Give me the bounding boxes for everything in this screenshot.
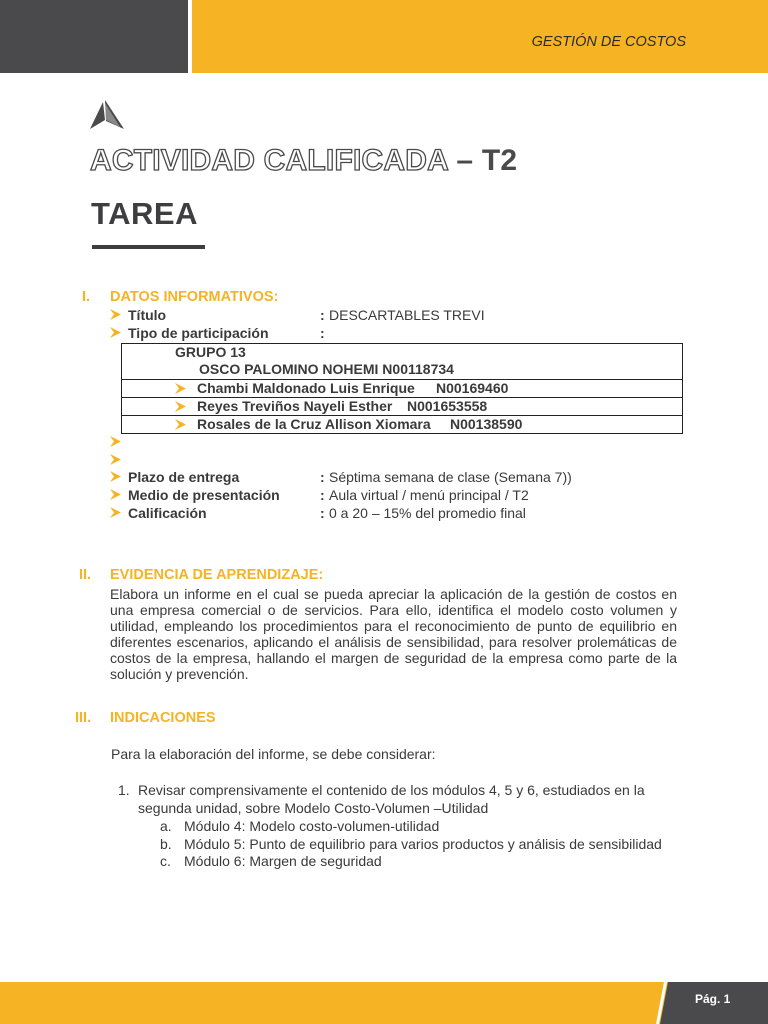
group-member-code: N00169460 [436, 380, 509, 396]
page-number: Pág. 1 [695, 992, 731, 1006]
title-underline [92, 245, 205, 249]
activity-title-dash: – [447, 144, 482, 177]
arrow-bullet-icon [110, 471, 121, 482]
medio-value: Aula virtual / menú principal / T2 [329, 487, 529, 503]
section3-intro: Para la elaboración del informe, se debe considerar: [111, 746, 436, 762]
group-member-name: Rosales de la Cruz Allison Xiomara [197, 416, 431, 432]
group-member-code: N00138590 [450, 416, 523, 432]
group-name: GRUPO 13 [175, 344, 246, 360]
arrow-bullet-icon [110, 507, 121, 518]
titulo-label: Título [128, 307, 167, 323]
activity-title [90, 144, 517, 178]
titulo-value: DESCARTABLES TREVI [329, 307, 485, 323]
activity-title-outlined: ACTIVIDAD CALIFICADA [90, 144, 448, 177]
titulo-colon: : [320, 307, 325, 323]
activity-subtitle: TAREA [91, 196, 198, 231]
list-item-text-continued: segunda unidad, sobre Modelo Costo-Volumen –Utilidad [138, 800, 489, 816]
calif-value: 0 a 20 – 15% del promedio final [329, 505, 526, 521]
header-course-title: GESTIÓN DE COSTOS [531, 34, 686, 50]
section1-number: I. [82, 289, 91, 305]
section2-number: II. [79, 567, 92, 583]
list-item-number: 1. [118, 782, 130, 798]
group-member-name: Reyes Treviños Nayeli Esther [197, 398, 393, 414]
section1-heading: DATOS INFORMATIVOS: [110, 289, 279, 305]
medio-colon: : [320, 487, 325, 503]
calif-colon: : [320, 505, 325, 521]
arrow-bullet-icon [110, 327, 121, 338]
tipo-colon: : [320, 325, 325, 341]
footer-band [0, 982, 768, 1024]
arrow-bullet-icon [175, 383, 186, 394]
calif-label: Calificación [128, 505, 207, 521]
arrow-bullet-icon [175, 401, 186, 412]
list-item-text: Revisar comprensivamente el contenido de los módulos 4, 5 y 6, estudiados en la [138, 782, 645, 798]
sublist-text: Módulo 6: Margen de seguridad [184, 853, 382, 869]
header-dark-block [0, 0, 188, 73]
arrow-bullet-icon [175, 419, 186, 430]
group-member-code: N001653558 [407, 398, 488, 414]
group-leader: OSCO PALOMINO NOHEMI N00118734 [199, 361, 454, 377]
arrow-bullet-icon [110, 454, 121, 465]
medio-label: Medio de presentación [128, 487, 280, 503]
triangle-logo-icon [90, 100, 126, 130]
plazo-colon: : [320, 469, 325, 485]
arrow-bullet-icon [110, 436, 121, 447]
sublist-text: Módulo 5: Punto de equilibrio para varios productos y análisis de sensibilidad [184, 836, 662, 852]
footer-slash-decoration [655, 982, 675, 1024]
arrow-bullet-icon [110, 489, 121, 500]
section3-heading: INDICACIONES [110, 710, 216, 726]
arrow-bullet-icon [110, 309, 121, 320]
plazo-label: Plazo de entrega [128, 469, 240, 485]
group-member-name: Chambi Maldonado Luis Enrique [197, 380, 415, 396]
section2-heading: EVIDENCIA DE APRENDIZAJE: [110, 567, 324, 583]
sublist-text: Módulo 4: Modelo costo-volumen-utilidad [184, 818, 440, 834]
sublist-letter: c. [160, 853, 171, 869]
activity-title-suffix: T2 [481, 144, 518, 177]
sublist-letter: a. [160, 818, 172, 834]
plazo-value: Séptima semana de clase (Semana 7)) [329, 469, 572, 485]
tipo-label: Tipo de participación [128, 325, 269, 341]
section2-body: Elabora un informe en el cual se pueda apreciar la aplicación de la gestión de costos en una empresa comercial o de servicios. Para ello, identifica el modelo costo volumen y utilidad, empleando los procedimientos para el reconocimiento de punto de equilibrio en diferentes escenarios, aplicando el análisis de sensibilidad, para resolver prolemáticas de costos de la empresa, hallando el margen de seguridad de la empresa como parte de la solución y prevención. [110, 586, 677, 682]
section3-number: III. [75, 710, 92, 726]
sublist-letter: b. [160, 836, 172, 852]
